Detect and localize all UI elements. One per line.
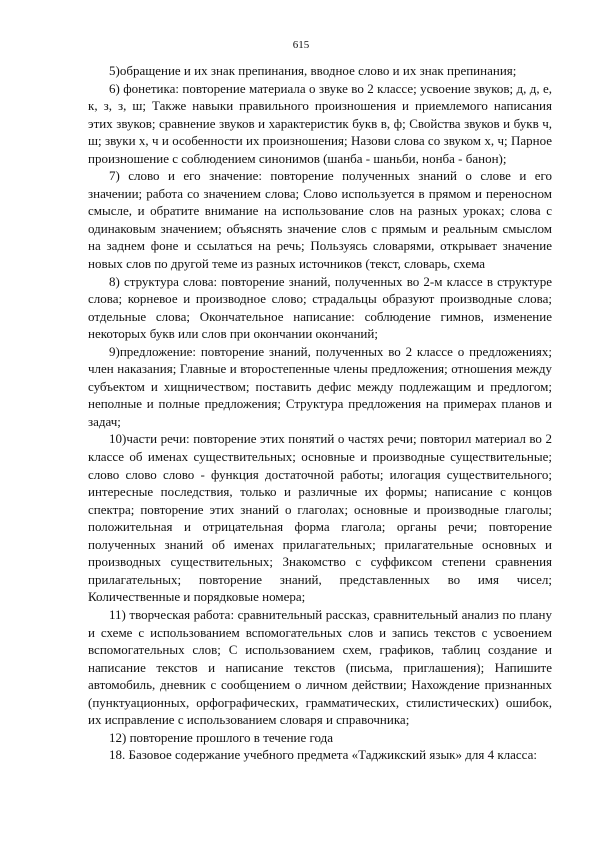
paragraph-item-8-word-structure: 8) структура слова: повторение знаний, полученных во 2-м классе в структуре слова; корневое и производное слово; страдальцы образуют производные слова; отдельные слова; Окончательное написание: соблюдение гимнов, изменение некоторых букв или слов при окончании окончаний;: [88, 273, 552, 342]
paragraph-item-12-review: 12) повторение прошлого в течение года: [109, 729, 334, 745]
section-heading-18: 18. Базовое содержание учебного предмета «Таджикский язык» для 4 класса:: [109, 747, 537, 763]
document-body: [88, 62, 552, 764]
paragraph-item-7-word-meaning: 7) слово и его значение: повторение полученных знаний о слове и его значении; работа со значением слова; Слово используется в прямом и переносном смысле, и обратите внимание на использование слов на разных уроках; слова с одинаковым значением; объяснять значение слов с прямым и реальным смыслом на заднем фоне и ссылаться на речь; Пользуясь словарями, открывает значение новых слов по другой теме из разных источников (текст, словарь, схема: [88, 168, 552, 272]
page-number: 615: [292, 39, 310, 51]
paragraph-item-5: 5)обращение и их знак препинания, вводное слово и их знак препинания;: [109, 63, 517, 78]
paragraph-item-10-parts-of-speech: 10)части речи: повторение этих понятий о частях речи; повторил материал во 2 классе об именах существительных; основные и производные существительные; слово слово слово - функция достаточной работы; илогация существительного; интересные последствия, только и различные их формы; написание с концов спектра; повторение этих знаний о глаголах; основные и производные глаголы; положительная и отрицательная форма глагола; органы речи; повторение полученных знаний об именах прилагательных; прилагательные основных и производных существительных; Знакомство с суффиксом степени сравнения прилагательных; повторение знаний, представленных во имя чисел; Количественные и порядковые номера;: [88, 431, 552, 605]
paragraph-item-9-sentence: 9)предложение: повторение знаний, полученных во 2 классе о предложениях; член наказания; Главные и второстепенные члены предложения; отношения между субъектом и хищничеством; поставить дефис между подлежащим и предлогом; неполные и полные предложения; Структура предложения на примерах планов и задач;: [88, 343, 552, 429]
paragraph-item-6-phonetics: 6) фонетика: повторение материала о звуке во 2 классе; усвоение звуков; д, д, е, к, з, з, ш; Также навыки правильного произношения и приемлемого написания этих звуков; сравнение звуков и характеристик букв в, ф; Свойства звуков и букв ч, ш; звуки х, ч и особенности их произношения; Назови слова со звуком х, ч; Парное произношение с соблюдением синонимов (шанба - шаньби, нонба - банон);: [88, 80, 552, 166]
paragraph-item-11-creative-work: 11) творческая работа: сравнительный рассказ, сравнительный анализ по плану и схеме с использованием вспомогательных слов и запись текстов с усвоением вспомогательных слов; С использованием схем, графиков, таблиц создание и написание текстов и написание текстов (письма, приглашения); Напишите автомобиль, дневник с сообщением о личном действии; Нахождение признанных (пунктуационных, орфографических, грамматических, стилистических) ошибок, их исправление с использованием словаря и справочника;: [88, 606, 552, 728]
